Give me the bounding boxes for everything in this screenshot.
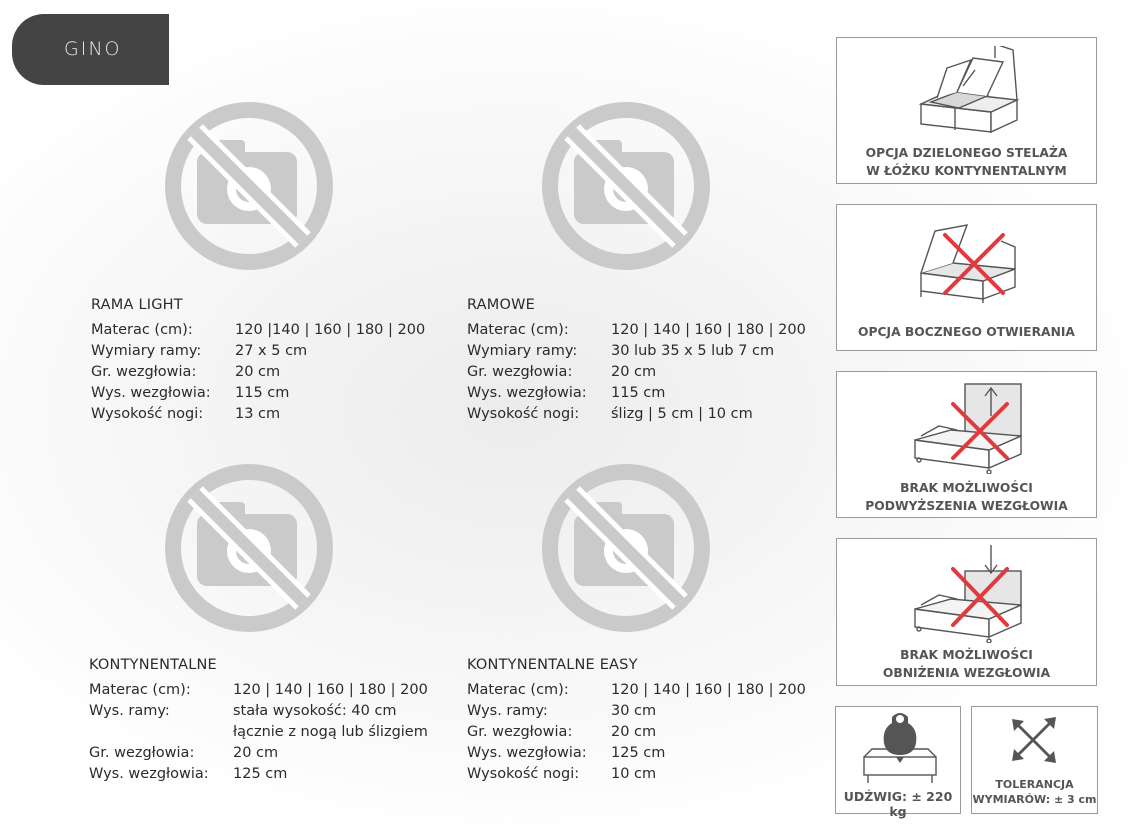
feature-label-line: W ŁÓŻKU KONTYNENTALNYM: [866, 164, 1067, 178]
feature-label: [837, 144, 1096, 180]
product-name: RAMA LIGHT: [91, 297, 183, 313]
spec-label: Materac (cm):: [467, 682, 569, 698]
product-name: RAMOWE: [467, 297, 536, 313]
spec-block-kontynentalne: [89, 655, 428, 785]
spec-row: [89, 701, 428, 722]
spec-row: [467, 341, 806, 362]
spec-row: [91, 341, 425, 362]
spec-row: [467, 383, 806, 404]
spec-block-ramowe: [467, 295, 806, 425]
no-image-icon: [163, 100, 335, 272]
spec-block-kontynentalne-easy: [467, 655, 806, 785]
spec-label: Gr. wezgłowia:: [467, 364, 573, 380]
spec-label: Wys. ramy:: [89, 703, 170, 719]
feature-label: [837, 646, 1096, 682]
spec-row: [467, 722, 806, 743]
tolerance-label-line: WYMIARÓW: ± 3 cm: [972, 793, 1097, 806]
spec-label: Materac (cm):: [89, 682, 191, 698]
headboard-lower-icon: [911, 543, 1027, 643]
feature-label-line: OPCJA BOCZNEGO OTWIERANIA: [858, 325, 1075, 339]
spec-row: [467, 320, 806, 341]
resize-arrows-icon: [1006, 713, 1064, 767]
spec-label: Wysokość nogi:: [467, 766, 580, 782]
spec-label: Gr. wezgłowia:: [467, 724, 573, 740]
no-image-icon: [163, 462, 335, 634]
spec-row: [467, 404, 806, 425]
spec-value: 30 cm: [611, 703, 657, 719]
spec-label: Wys. wezgłowia:: [89, 766, 209, 782]
spec-value: 120 | 140 | 160 | 180 | 200: [233, 682, 428, 698]
spec-row: [467, 680, 806, 701]
spec-label: Materac (cm):: [91, 322, 193, 338]
feature-label-line: OPCJA DZIELONEGO STELAŻA: [865, 146, 1068, 160]
spec-value: 13 cm: [235, 406, 281, 422]
spec-label: Wysokość nogi:: [467, 406, 580, 422]
spec-value: 30 lub 35 x 5 lub 7 cm: [611, 343, 775, 359]
spec-value: 115 cm: [611, 385, 666, 401]
spec-value: 10 cm: [611, 766, 657, 782]
spec-label: Wysokość nogi:: [91, 406, 204, 422]
spec-label: Wys. ramy:: [467, 703, 548, 719]
spec-row: [467, 701, 806, 722]
spec-value: ślizg | 5 cm | 10 cm: [611, 406, 753, 422]
split-frame-bed-icon: [913, 46, 1025, 136]
load-capacity-label: UDŹWIG: ± 220 kg: [843, 789, 953, 819]
spec-value: 125 cm: [611, 745, 666, 761]
spec-value: 125 cm: [233, 766, 288, 782]
feature-tolerance: [971, 706, 1098, 814]
spec-row: [91, 320, 425, 341]
spec-value: 20 cm: [611, 364, 657, 380]
headboard-raise-icon: [911, 380, 1027, 474]
product-name: KONTYNENTALNE EASY: [467, 657, 638, 673]
spec-value: 20 cm: [233, 745, 279, 761]
spec-value: stała wysokość: 40 cm: [233, 703, 397, 719]
spec-value: 120 | 140 | 160 | 180 | 200: [611, 682, 806, 698]
spec-row: [91, 383, 425, 404]
feature-headboard-lower: [836, 538, 1097, 686]
spec-value: 115 cm: [235, 385, 290, 401]
spec-row: [89, 680, 428, 701]
no-image-icon: [540, 100, 712, 272]
spec-row: [467, 743, 806, 764]
feature-label: [837, 323, 1096, 341]
feature-load-capacity: [835, 706, 961, 819]
spec-value: 20 cm: [235, 364, 281, 380]
product-name: KONTYNENTALNE: [89, 657, 217, 673]
feature-label-line: OBNIŻENIA WEZGŁOWIA: [882, 666, 1051, 680]
feature-label-line: PODWYŻSZENIA WEZGŁOWIA: [865, 499, 1068, 513]
spec-row: [89, 722, 428, 743]
spec-row: [89, 764, 428, 785]
spec-label: Gr. wezgłowia:: [91, 364, 197, 380]
spec-value: 120 | 140 | 160 | 180 | 200: [611, 322, 806, 338]
feature-headboard-raise: [836, 371, 1097, 518]
page-title: GINO: [64, 38, 122, 60]
spec-row: [467, 362, 806, 383]
no-image-icon: [540, 462, 712, 634]
tolerance-label-line: TOLERANCJA: [995, 778, 1074, 791]
spec-value: 120 |140 | 160 | 180 | 200: [235, 322, 426, 338]
feature-label: [837, 479, 1096, 515]
side-opening-bed-icon: [915, 217, 1025, 303]
spec-label: Wymiary ramy:: [91, 343, 202, 359]
feature-label-line: BRAK MOŻLIWOŚCI: [900, 648, 1033, 662]
spec-row: [467, 764, 806, 785]
spec-label: Gr. wezgłowia:: [89, 745, 195, 761]
feature-split-frame: [836, 37, 1097, 184]
spec-label: Wys. wezgłowia:: [467, 745, 587, 761]
spec-row: [91, 362, 425, 383]
spec-label: [89, 722, 233, 743]
spec-block-rama-light: [91, 295, 425, 425]
spec-row: [91, 404, 425, 425]
feature-side-opening: [836, 204, 1097, 351]
spec-label: Wys. wezgłowia:: [91, 385, 211, 401]
spec-label: Wymiary ramy:: [467, 343, 578, 359]
spec-row: [89, 743, 428, 764]
title-tab: [12, 14, 169, 85]
spec-value: 20 cm: [611, 724, 657, 740]
tolerance-label: [972, 777, 1097, 807]
spec-value: 27 x 5 cm: [235, 343, 308, 359]
spec-label: Wys. wezgłowia:: [467, 385, 587, 401]
kettlebell-bed-icon: [858, 711, 942, 787]
spec-value: łącznie z nogą lub ślizgiem: [233, 724, 428, 740]
feature-label-line: BRAK MOŻLIWOŚCI: [900, 481, 1033, 495]
spec-label: Materac (cm):: [467, 322, 569, 338]
